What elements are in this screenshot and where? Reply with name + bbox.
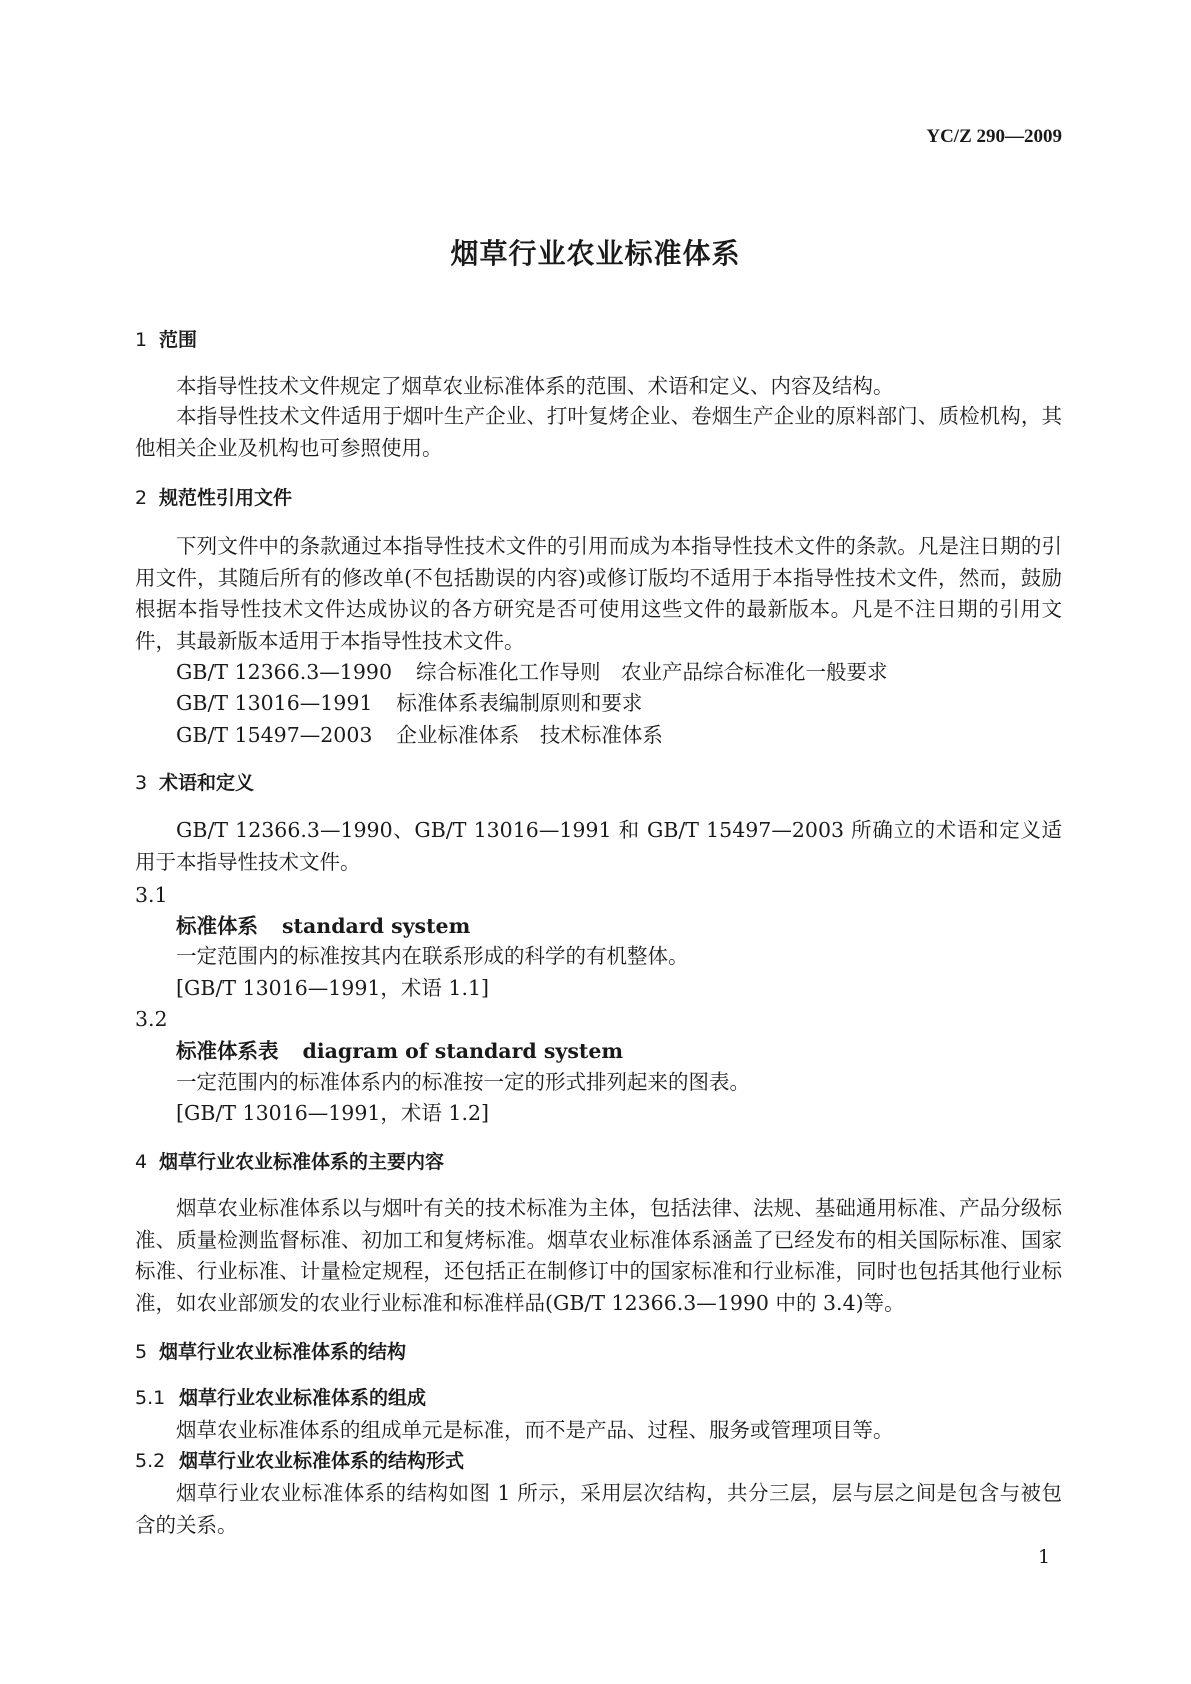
reference-code: GB/T 13016—1991 — [176, 691, 373, 715]
term-source: [GB/T 13016—1991，术语 1.2] — [176, 1101, 490, 1125]
section-number: 2 — [135, 487, 148, 509]
document-code: YC/Z 290—2009 — [926, 126, 1062, 147]
section-number: 1 — [135, 329, 148, 351]
section-2-heading — [135, 483, 1062, 515]
term-number: 3.1 — [135, 883, 168, 907]
section-number: 5 — [135, 1341, 148, 1363]
section-3-heading — [135, 768, 1062, 800]
term-heading — [135, 1036, 1062, 1068]
page-number: 1 — [1038, 1546, 1051, 1568]
term-definition: 一定范围内的标准体系内的标准按一定的形式排列起来的图表。 — [176, 1070, 750, 1094]
paragraph: 本指导性技术文件适用于烟叶生产企业、打叶复烤企业、卷烟生产企业的原料部门、质检机构，其他相关企业及机构也可参照使用。 — [135, 404, 1062, 460]
term-definition: 一定范围内的标准按其内在联系形成的科学的有机整体。 — [176, 944, 689, 968]
reference-code: GB/T 12366.3—1990 — [176, 660, 392, 684]
subsection-title: 烟草行业农业标准体系的组成 — [179, 1387, 427, 1409]
term-zh: 标准体系表 — [176, 1039, 279, 1063]
subsection-number: 5.1 — [135, 1387, 166, 1409]
paragraph: 烟草农业标准体系以与烟叶有关的技术标准为主体，包括法律、法规、基础通用标准、产品分级标准、质量检测监督标准、初加工和复烤标准。烟草农业标准体系涵盖了已经发布的相关国际标准、国家标准、行业标准、计量检定规程，还包括正在制修订中的国家标准和行业标准，同时也包括其他行业标准，如农业部颁发的农业行业标准和标准样品(GB/T 12366.3—1990 中的 3.4)等。 — [135, 1196, 1062, 1315]
subsection-number: 5.2 — [135, 1450, 166, 1472]
reference-code: GB/T 15497—2003 — [176, 723, 373, 747]
paragraph: GB/T 12366.3—1990、GB/T 13016—1991 和 GB/T 15497—2003 所确立的术语和定义适用于本指导性技术文件。 — [135, 818, 1062, 874]
subsection-5-1-heading — [135, 1383, 1062, 1415]
term-number: 3.2 — [135, 1007, 168, 1031]
paragraph: 烟草农业标准体系的组成单元是标准，而不是产品、过程、服务或管理项目等。 — [176, 1418, 894, 1442]
section-4-heading — [135, 1147, 1062, 1179]
paragraph: 下列文件中的条款通过本指导性技术文件的引用而成为本指导性技术文件的条款。凡是注日期的引用文件，其随后所有的修改单(不包括勘误的内容)或修订版均不适用于本指导性技术文件，然而，鼓励根据本指导性技术文件达成协议的各方研究是否可使用这些文件的最新版本。凡是不注日期的引用文件，其最新版本适用于本指导性技术文件。 — [135, 534, 1062, 653]
section-title: 烟草行业农业标准体系的结构 — [159, 1341, 407, 1363]
term-source: [GB/T 13016—1991，术语 1.1] — [176, 976, 490, 1000]
subsection-5-2-heading — [135, 1446, 1062, 1478]
reference-title: 综合标准化工作导则 农业产品综合标准化一般要求 — [415, 660, 888, 684]
term-heading — [135, 911, 1062, 943]
reference-item — [135, 720, 1062, 752]
section-title: 烟草行业农业标准体系的主要内容 — [159, 1151, 445, 1173]
section-number: 4 — [135, 1151, 148, 1173]
section-1-heading — [135, 325, 1062, 357]
section-number: 3 — [135, 772, 148, 794]
reference-item — [135, 688, 1062, 720]
paragraph: 本指导性技术文件规定了烟草农业标准体系的范围、术语和定义、内容及结构。 — [176, 374, 894, 398]
page-title: 烟草行业农业标准体系 — [450, 237, 741, 270]
subsection-title: 烟草行业农业标准体系的结构形式 — [179, 1450, 465, 1472]
term-zh: 标准体系 — [176, 914, 258, 938]
section-title: 范围 — [159, 329, 198, 351]
reference-title: 企业标准体系 技术标准体系 — [396, 723, 663, 747]
term-en: diagram of standard system — [302, 1039, 624, 1063]
reference-item — [135, 657, 1062, 689]
term-en: standard system — [282, 914, 471, 938]
reference-title: 标准体系表编制原则和要求 — [396, 691, 643, 715]
section-5-heading — [135, 1337, 1062, 1369]
section-title: 术语和定义 — [159, 772, 255, 794]
paragraph: 烟草行业农业标准体系的结构如图 1 所示，采用层次结构，共分三层，层与层之间是包含与被包含的关系。 — [135, 1481, 1062, 1537]
section-title: 规范性引用文件 — [159, 487, 293, 509]
